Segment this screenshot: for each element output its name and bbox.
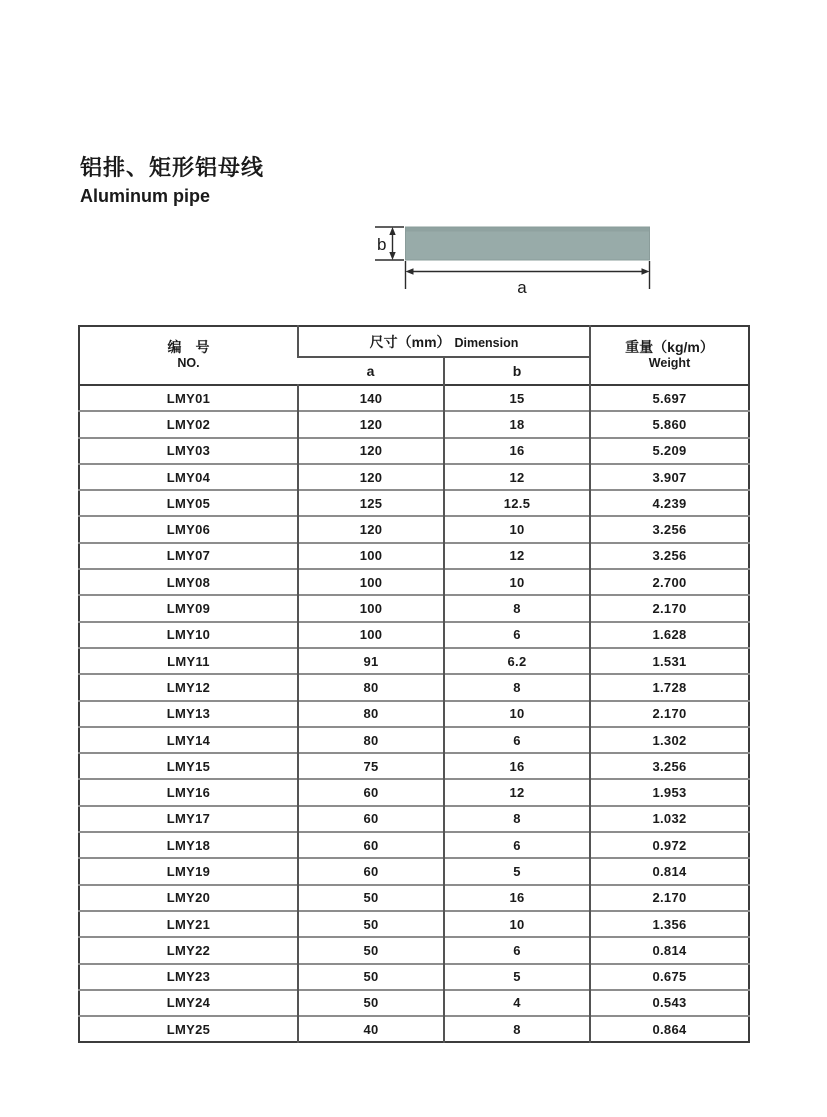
table-row: [79, 1016, 749, 1042]
cell-no: LMY03: [79, 438, 298, 464]
cell-a: 50: [298, 911, 444, 937]
cell-weight: 1.032: [590, 806, 749, 832]
table-row: [79, 858, 749, 884]
cell-weight: 5.209: [590, 438, 749, 464]
cell-weight: 3.256: [590, 516, 749, 542]
cell-a: 100: [298, 569, 444, 595]
cell-a: 91: [298, 648, 444, 674]
cell-no: LMY12: [79, 674, 298, 700]
cell-weight: 0.814: [590, 937, 749, 963]
cell-no: LMY16: [79, 779, 298, 805]
cell-weight: 4.239: [590, 490, 749, 516]
spec-table-header: [79, 326, 749, 385]
cell-a: 50: [298, 990, 444, 1016]
table-row: [79, 411, 749, 437]
cell-no: LMY06: [79, 516, 298, 542]
table-row: [79, 832, 749, 858]
table-row: [79, 990, 749, 1016]
cell-no: LMY01: [79, 385, 298, 411]
table-row: [79, 937, 749, 963]
cell-weight: 0.543: [590, 990, 749, 1016]
cell-a: 125: [298, 490, 444, 516]
cell-no: LMY15: [79, 753, 298, 779]
table-row: [79, 595, 749, 621]
cell-no: LMY11: [79, 648, 298, 674]
cell-no: LMY05: [79, 490, 298, 516]
cell-b: 8: [444, 806, 590, 832]
cell-weight: 1.531: [590, 648, 749, 674]
cell-no: LMY22: [79, 937, 298, 963]
table-row: [79, 490, 749, 516]
header-weight-en: Weight: [648, 356, 691, 371]
cell-weight: 3.256: [590, 753, 749, 779]
table-row: [79, 779, 749, 805]
cell-weight: 5.860: [590, 411, 749, 437]
cell-a: 60: [298, 779, 444, 805]
header-dimension: [298, 326, 590, 357]
table-row: [79, 753, 749, 779]
cell-no: LMY25: [79, 1016, 298, 1042]
table-row: [79, 727, 749, 753]
cell-a: 120: [298, 516, 444, 542]
cell-weight: 3.256: [590, 543, 749, 569]
cell-no: LMY04: [79, 464, 298, 490]
cell-b: 6: [444, 937, 590, 963]
cell-b: 12: [444, 779, 590, 805]
table-row: [79, 674, 749, 700]
cell-b: 15: [444, 385, 590, 411]
arrowhead-b-bottom: [389, 252, 395, 260]
cell-weight: 0.864: [590, 1016, 749, 1042]
bar-cross-section: [406, 227, 650, 260]
cell-a: 50: [298, 885, 444, 911]
cell-no: LMY14: [79, 727, 298, 753]
cell-no: LMY21: [79, 911, 298, 937]
header-col-b: b: [444, 357, 590, 385]
cell-no: LMY08: [79, 569, 298, 595]
cell-a: 80: [298, 701, 444, 727]
cell-b: 6.2: [444, 648, 590, 674]
cell-no: LMY09: [79, 595, 298, 621]
table-row: [79, 885, 749, 911]
table-row: [79, 569, 749, 595]
cell-b: 12.5: [444, 490, 590, 516]
cell-no: LMY02: [79, 411, 298, 437]
dimension-label-b: b: [377, 235, 387, 254]
bar-top-edge: [406, 228, 649, 232]
header-dimension-en: Dimension: [454, 335, 519, 350]
cell-weight: 2.170: [590, 885, 749, 911]
cell-b: 6: [444, 622, 590, 648]
header-no-en: NO.: [177, 356, 200, 371]
header-weight-zh: 重量（kg/m）: [625, 338, 714, 355]
cell-b: 10: [444, 569, 590, 595]
cell-a: 80: [298, 727, 444, 753]
cell-weight: 0.814: [590, 858, 749, 884]
header-col-a: a: [298, 357, 444, 385]
cell-weight: 1.356: [590, 911, 749, 937]
cell-no: LMY20: [79, 885, 298, 911]
dimension-label-a: a: [517, 278, 527, 297]
cell-weight: 0.972: [590, 832, 749, 858]
cell-no: LMY23: [79, 964, 298, 990]
cell-no: LMY18: [79, 832, 298, 858]
page-title-english: Aluminum pipe: [80, 186, 210, 206]
cell-b: 18: [444, 411, 590, 437]
cell-b: 6: [444, 832, 590, 858]
table-row: [79, 911, 749, 937]
cell-no: LMY07: [79, 543, 298, 569]
cell-b: 16: [444, 753, 590, 779]
cell-b: 12: [444, 464, 590, 490]
cell-no: LMY24: [79, 990, 298, 1016]
cell-b: 8: [444, 674, 590, 700]
cell-no: LMY13: [79, 701, 298, 727]
cell-a: 50: [298, 964, 444, 990]
cell-weight: 1.628: [590, 622, 749, 648]
page-title-chinese: 铝排、矩形铝母线: [80, 155, 265, 180]
table-row: [79, 648, 749, 674]
table-row: [79, 543, 749, 569]
cell-a: 80: [298, 674, 444, 700]
table-row: [79, 385, 749, 411]
arrowhead-a-left: [406, 268, 414, 274]
cell-weight: 1.728: [590, 674, 749, 700]
header-no: [79, 326, 298, 385]
cell-weight: 2.170: [590, 595, 749, 621]
cell-b: 8: [444, 1016, 590, 1042]
cell-weight: 1.953: [590, 779, 749, 805]
arrowhead-b-top: [389, 227, 395, 235]
cell-b: 6: [444, 727, 590, 753]
header-weight: [590, 326, 749, 385]
cell-weight: 5.697: [590, 385, 749, 411]
cell-a: 100: [298, 622, 444, 648]
cell-no: LMY17: [79, 806, 298, 832]
cell-b: 4: [444, 990, 590, 1016]
cell-a: 50: [298, 937, 444, 963]
cell-no: LMY19: [79, 858, 298, 884]
table-row: [79, 464, 749, 490]
cell-a: 140: [298, 385, 444, 411]
cell-b: 10: [444, 516, 590, 542]
cell-b: 10: [444, 911, 590, 937]
table-row: [79, 964, 749, 990]
cell-a: 120: [298, 411, 444, 437]
cell-a: 120: [298, 464, 444, 490]
cell-b: 5: [444, 964, 590, 990]
cell-b: 5: [444, 858, 590, 884]
cell-a: 60: [298, 858, 444, 884]
arrowhead-a-right: [642, 268, 650, 274]
dimension-a: [406, 261, 650, 289]
dimension-diagram: [368, 219, 660, 304]
cell-b: 8: [444, 595, 590, 621]
cell-b: 16: [444, 885, 590, 911]
cell-weight: 0.675: [590, 964, 749, 990]
cell-a: 40: [298, 1016, 444, 1042]
table-row: [79, 701, 749, 727]
header-no-zh: 编 号: [167, 338, 210, 355]
table-row: [79, 438, 749, 464]
header-dimension-zh: 尺寸（mm）: [369, 333, 451, 350]
cell-no: LMY10: [79, 622, 298, 648]
cell-weight: 2.170: [590, 701, 749, 727]
spec-table: [78, 325, 750, 1043]
cell-a: 100: [298, 595, 444, 621]
spec-table-body: [79, 385, 749, 1042]
cell-weight: 2.700: [590, 569, 749, 595]
cell-b: 12: [444, 543, 590, 569]
cell-b: 10: [444, 701, 590, 727]
cell-a: 100: [298, 543, 444, 569]
cell-weight: 1.302: [590, 727, 749, 753]
cell-a: 120: [298, 438, 444, 464]
cell-a: 60: [298, 832, 444, 858]
cell-b: 16: [444, 438, 590, 464]
table-row: [79, 516, 749, 542]
table-row: [79, 806, 749, 832]
cell-weight: 3.907: [590, 464, 749, 490]
cell-a: 60: [298, 806, 444, 832]
table-row: [79, 622, 749, 648]
bar-diagram-svg: [368, 219, 660, 299]
cell-a: 75: [298, 753, 444, 779]
